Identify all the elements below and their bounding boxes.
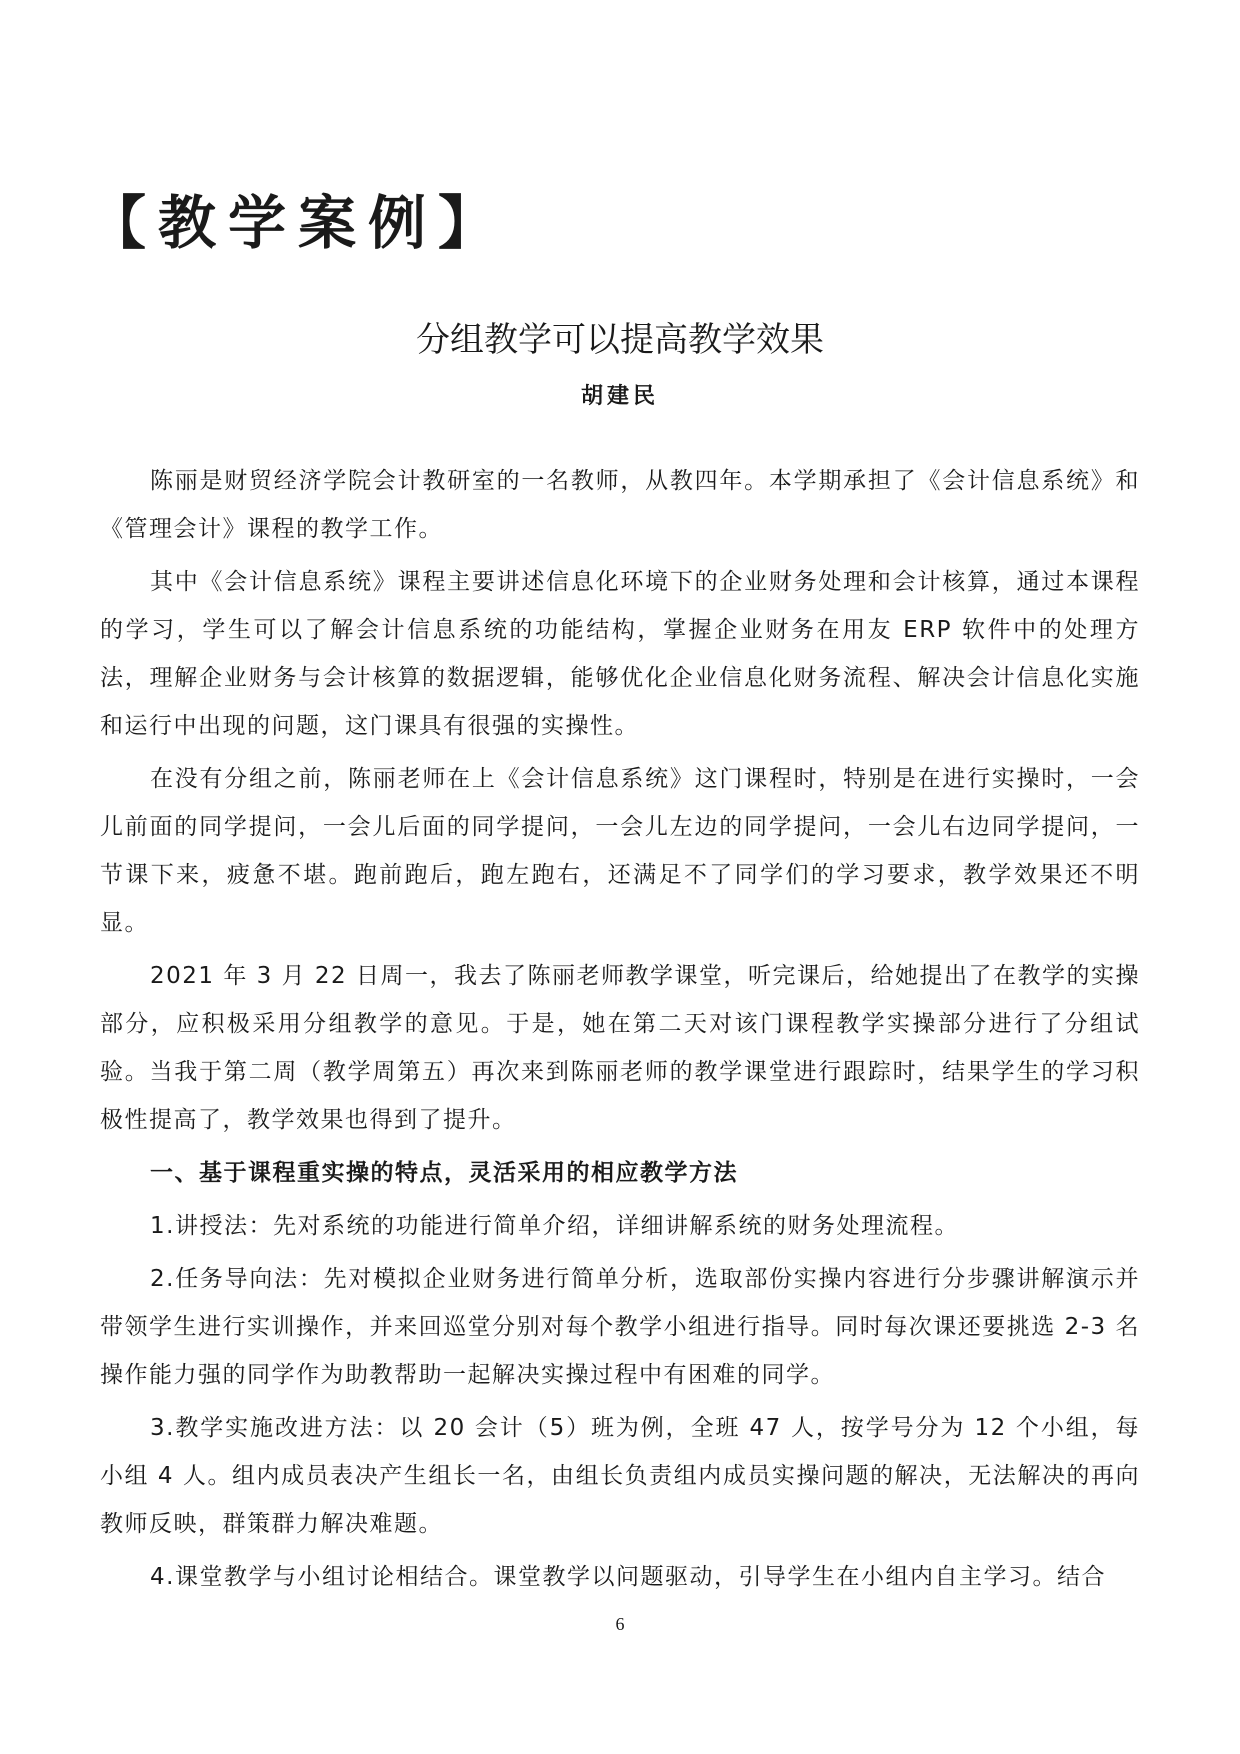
paragraph: 1.讲授法：先对系统的功能进行简单介绍，详细讲解系统的财务处理流程。 (150, 1213, 959, 1239)
article-body (100, 457, 1140, 1606)
article-author: 胡建民 (580, 383, 659, 409)
paragraph: 3.教学实施改进方法：以 20 会计（5）班为例，全班 47 人，按学号分为 12 个小组，每小组 4 人。组内成员表决产生组长一名，由组长负责组内成员实操问题的解决，无法解决的再向教师反映，群策群力解决难题。 (100, 1415, 1140, 1537)
paragraph: 陈丽是财贸经济学院会计教研室的一名教师，从教四年。本学期承担了《会计信息系统》和《管理会计》课程的教学工作。 (100, 468, 1140, 542)
section-heading: 【教学案例】 (88, 189, 509, 257)
paragraph: 在没有分组之前，陈丽老师在上《会计信息系统》这门课程时，特别是在进行实操时，一会儿前面的同学提问，一会儿后面的同学提问，一会儿左边的同学提问，一会儿右边同学提问，一节课下来，疲惫不堪。跑前跑后，跑左跑右，还满足不了同学们的学习要求，教学效果还不明显。 (100, 766, 1140, 936)
paragraph: 2.任务导向法：先对模拟企业财务进行简单分析，选取部份实操内容进行分步骤讲解演示并带领学生进行实训操作，并来回巡堂分别对每个教学小组进行指导。同时每次课还要挑选 2-3 名操作能力强的同学作为助教帮助一起解决实操过程中有困难的同学。 (100, 1266, 1140, 1388)
paragraph: 其中《会计信息系统》课程主要讲述信息化环境下的企业财务处理和会计核算，通过本课程的学习，学生可以了解会计信息系统的功能结构，掌握企业财务在用友 ERP 软件中的处理方法，理解企业财务与会计核算的数据逻辑，能够优化企业信息化财务流程、解决会计信息化实施和运行中出现的问题，这门课具有很强的实操性。 (100, 569, 1140, 739)
article-title: 分组教学可以提高教学效果 (416, 320, 824, 360)
paragraph: 2021 年 3 月 22 日周一，我去了陈丽老师教学课堂，听完课后，给她提出了在教学的实操部分，应积极采用分组教学的意见。于是，她在第二天对该门课程教学实操部分进行了分组试验。当我于第二周（教学周第五）再次来到陈丽老师的教学课堂进行跟踪时，结果学生的学习积极性提高了，教学效果也得到了提升。 (100, 963, 1140, 1133)
page-number: 6 (615, 1614, 625, 1634)
subsection-heading: 一、基于课程重实操的特点，灵活采用的相应教学方法 (150, 1160, 738, 1186)
paragraph: 4.课堂教学与小组讨论相结合。课堂教学以问题驱动，引导学生在小组内自主学习。结合 (150, 1564, 1106, 1590)
